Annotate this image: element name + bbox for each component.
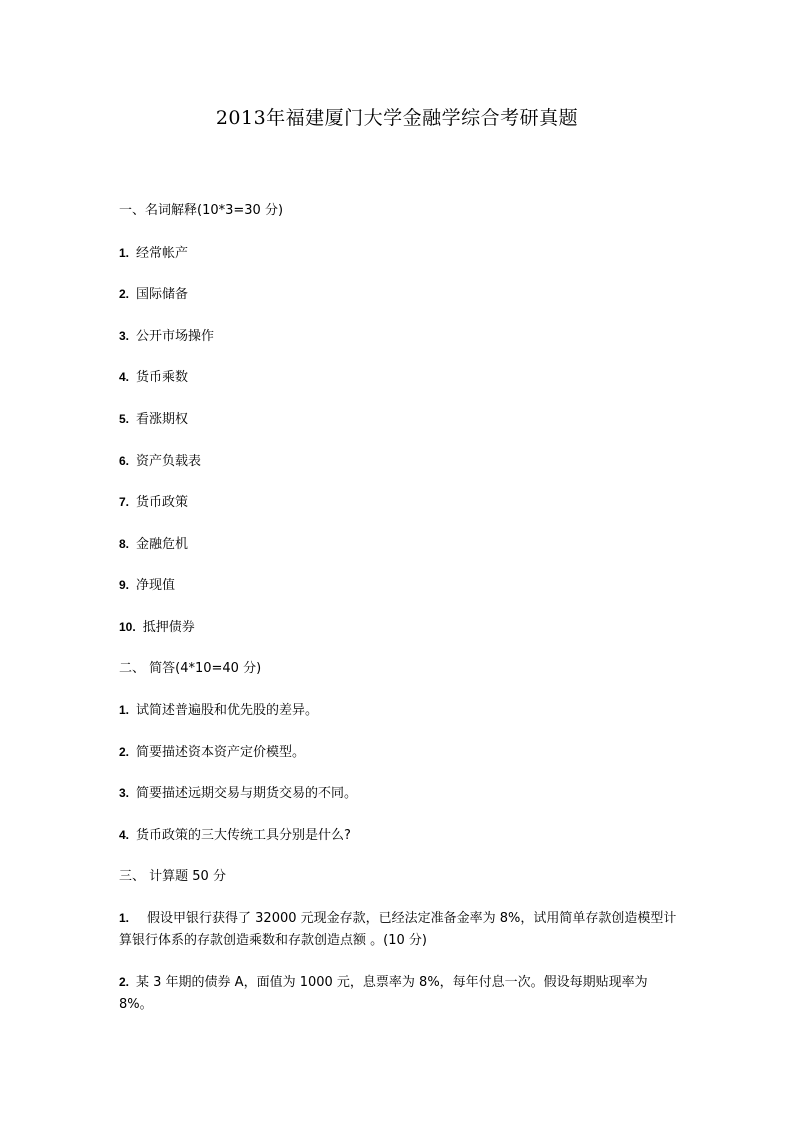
calculation-question bbox=[119, 971, 679, 1016]
item-number: 4. bbox=[119, 828, 130, 842]
page-title: 2013年福建厦门大学金融学综合考研真题 bbox=[215, 107, 579, 129]
item-text: 试简述普遍股和优先股的差异。 bbox=[136, 703, 319, 718]
item-number: 2. bbox=[119, 975, 130, 989]
section-heading-terms: 一、名词解释(10*3=30 分) bbox=[119, 203, 284, 218]
list-item bbox=[119, 325, 679, 348]
item-number: 2. bbox=[119, 745, 130, 759]
item-text: 货币乘数 bbox=[136, 370, 189, 385]
list-item bbox=[119, 408, 679, 431]
section-heading-calculation: 三、 计算题 50 分 bbox=[119, 869, 226, 884]
list-item bbox=[119, 450, 679, 473]
item-text: 货币政策 bbox=[136, 495, 189, 510]
item-number: 4. bbox=[119, 370, 130, 384]
question-item bbox=[119, 782, 679, 805]
item-number: 3. bbox=[119, 786, 130, 800]
item-text: 货币政策的三大传统工具分别是什么? bbox=[136, 828, 351, 843]
item-number: 1. bbox=[119, 246, 130, 260]
question-item bbox=[119, 699, 679, 722]
item-number: 5. bbox=[119, 412, 130, 426]
item-text: 假设甲银行获得了 32000 元现金存款，已经法定准备金率为 8%，试用简单存款创造模型计算银行体系的存款创造乘数和存款创造点额 。(10 分) bbox=[119, 911, 677, 948]
item-text: 经常帐产 bbox=[136, 246, 189, 261]
item-text: 简要描述远期交易与期货交易的不同。 bbox=[136, 786, 358, 801]
list-item bbox=[119, 366, 679, 389]
item-number: 8. bbox=[119, 537, 130, 551]
item-text: 看涨期权 bbox=[136, 412, 189, 427]
item-text: 金融危机 bbox=[136, 537, 189, 552]
item-number: 2. bbox=[119, 287, 130, 301]
section-heading-short-answer: 二、 简答(4*10=40 分) bbox=[119, 661, 262, 676]
item-text: 净现值 bbox=[136, 578, 176, 593]
calculation-question bbox=[119, 907, 679, 952]
list-item bbox=[119, 491, 679, 514]
question-item bbox=[119, 741, 679, 764]
list-item bbox=[119, 283, 679, 306]
item-text: 抵押债券 bbox=[142, 620, 195, 635]
item-number: 6. bbox=[119, 454, 130, 468]
item-number: 9. bbox=[119, 578, 130, 592]
item-text: 简要描述资本资产定价模型。 bbox=[136, 745, 306, 760]
item-number: 7. bbox=[119, 495, 130, 509]
item-number: 1. bbox=[119, 911, 130, 925]
item-text: 公开市场操作 bbox=[136, 329, 215, 344]
item-text: 国际储备 bbox=[136, 287, 189, 302]
item-text: 资产负载表 bbox=[136, 454, 202, 469]
item-number: 1. bbox=[119, 703, 130, 717]
list-item bbox=[119, 242, 679, 265]
question-item bbox=[119, 824, 679, 847]
item-number: 3. bbox=[119, 329, 130, 343]
list-item bbox=[119, 533, 679, 556]
item-number: 10. bbox=[119, 620, 136, 634]
item-text: 某 3 年期的债券 A，面值为 1000 元，息票率为 8%，每年付息一次。假设每期贴现率为 8%。 bbox=[119, 975, 648, 1012]
list-item bbox=[119, 616, 679, 639]
list-item bbox=[119, 574, 679, 597]
